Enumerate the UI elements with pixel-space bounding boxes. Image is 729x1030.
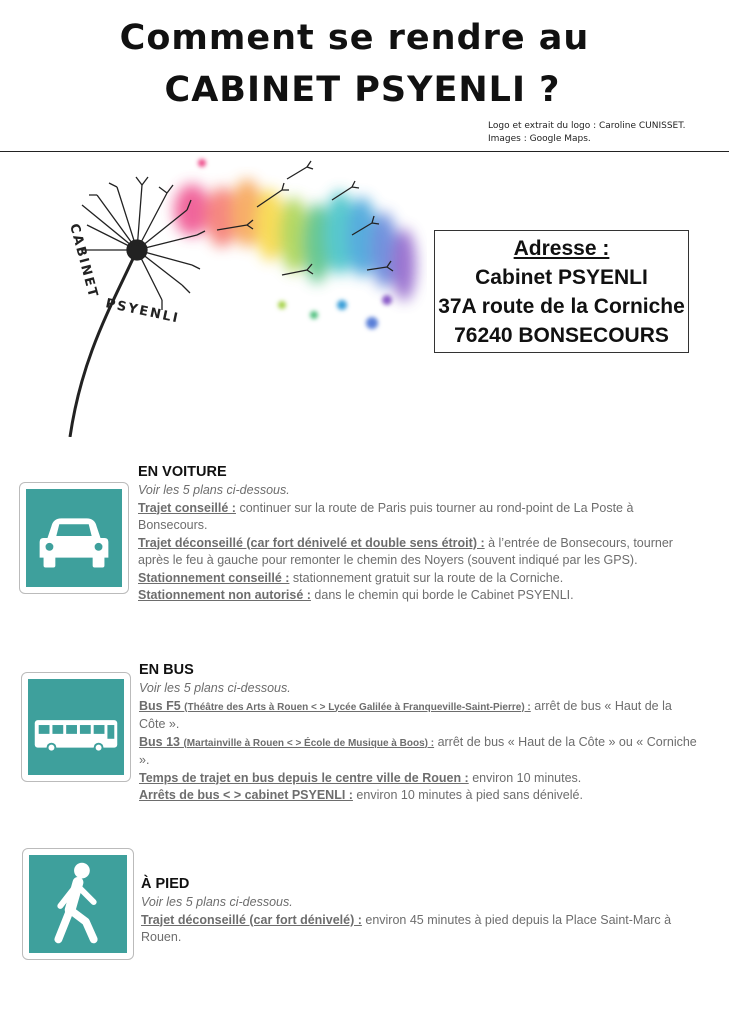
credit-logo: Logo et extrait du logo : Caroline CUNISSET. (488, 121, 686, 131)
bus-item: Bus 13 (Martainville à Rouen < > École de Musique à Boos) : arrêt de bus « Haut de la Côte » ou « Corniche ». (139, 734, 697, 767)
cabinet-logo (42, 155, 427, 437)
section-bus (139, 661, 699, 805)
car-icon (19, 482, 129, 594)
credit-images: Images : Google Maps. (488, 134, 591, 144)
voiture-item: Stationnement conseillé : stationnement gratuit sur la route de la Corniche. (138, 570, 564, 585)
pied-item: Trajet déconseillé (car fort dénivelé) : environ 45 minutes à pied depuis la Place Saint-Marc à Rouen. (141, 912, 672, 944)
credits (488, 120, 686, 146)
address-heading: Adresse : (513, 237, 610, 260)
voiture-item: Stationnement non autorisé : dans le chemin qui borde le Cabinet PSYENLI. (138, 588, 574, 602)
bus-item: Arrêts de bus < > cabinet PSYENLI : environ 10 minutes à pied sans dénivelé. (139, 788, 583, 802)
page-title-line2: CABINET PSYENLI ? (164, 70, 561, 110)
page-title-line1: Comment se rendre au (119, 18, 590, 58)
logo-text-cabinet: CABINET (66, 222, 101, 301)
section-voiture (138, 463, 698, 605)
bus-icon (21, 672, 131, 782)
address-line1: Cabinet PSYENLI (475, 266, 648, 289)
pied-heading: À PIED (141, 876, 190, 892)
voiture-item: Trajet conseillé : continuer sur la route de Paris puis tourner au rond-point de La Poste à Bonsecours. (138, 500, 634, 532)
logo-text-psyenli: PSYENLI (104, 296, 181, 327)
voiture-heading: EN VOITURE (138, 464, 227, 480)
bus-heading: EN BUS (139, 662, 194, 678)
bus-item: Temps de trajet en bus depuis le centre ville de Rouen : environ 10 minutes. (139, 770, 582, 785)
voiture-item: Trajet déconseillé (car fort dénivelé et double sens étroit) : à l’entrée de Bonsecours, tourner après le feu à gauche pour remonter le chemin des Noyers (souvent indiqué par les GPS). (138, 535, 673, 567)
pied-intro: Voir les 5 plans ci-dessous. (141, 895, 293, 909)
address-line2: 37A route de la Corniche (438, 295, 685, 318)
address-box (434, 230, 689, 353)
section-pied (141, 875, 701, 947)
header-divider (0, 151, 729, 152)
bus-intro: Voir les 5 plans ci-dessous. (139, 681, 291, 695)
voiture-intro: Voir les 5 plans ci-dessous. (138, 483, 290, 497)
pedestrian-icon (22, 848, 134, 960)
bus-item: Bus F5 (Théâtre des Arts à Rouen < > Lycée Galilée à Franqueville-Saint-Pierre) : arrêt de bus « Haut de la Côte ». (139, 698, 672, 731)
address-line3: 76240 BONSECOURS (454, 324, 669, 347)
